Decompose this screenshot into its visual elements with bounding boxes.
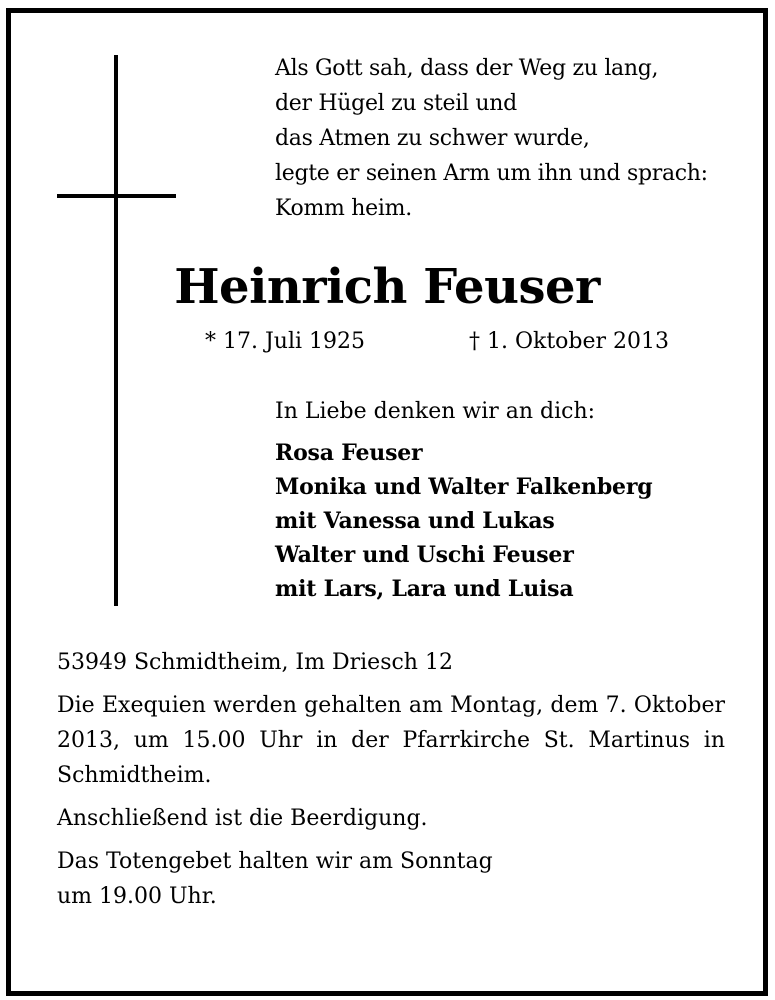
poem-line: das Atmen zu schwer wurde,: [275, 126, 590, 151]
poem: [275, 51, 745, 226]
death-date: † 1. Oktober 2013: [469, 329, 670, 354]
deceased-name: Heinrich Feuser: [174, 259, 600, 315]
cross-icon-vertical: [114, 55, 118, 606]
birth-date: * 17. Juli 1925: [205, 329, 366, 354]
poem-line: der Hügel zu steil und: [275, 91, 517, 116]
poem-line: Komm heim.: [275, 196, 412, 221]
prayer-info-time: um 19.00 Uhr.: [57, 884, 217, 909]
mourners-list: [275, 436, 652, 606]
mourner-line: mit Vanessa und Lukas: [275, 508, 555, 534]
address: 53949 Schmidtheim, Im Driesch 12: [57, 650, 453, 675]
prayer-info-line: Das Totengebet halten wir am Sonntag: [57, 849, 493, 874]
burial-info: Anschließend ist die Beerdigung.: [57, 806, 428, 831]
mourner-line: Walter und Uschi Feuser: [275, 542, 574, 568]
obituary-frame: [6, 8, 768, 996]
poem-line: Als Gott sah, dass der Weg zu lang,: [275, 56, 659, 81]
mourner-line: Rosa Feuser: [275, 440, 423, 466]
mourner-line: mit Lars, Lara und Luisa: [275, 576, 574, 602]
service-info: Die Exequien werden gehalten am Montag, dem 7. Oktober 2013, um 15.00 Uhr in der Pfarrkirche St. Martinus in Schmidtheim.: [57, 693, 725, 788]
details: [57, 645, 725, 922]
mourners-intro: In Liebe denken wir an dich:: [275, 399, 596, 424]
cross-icon-horizontal: [57, 194, 176, 198]
mourner-line: Monika und Walter Falkenberg: [275, 474, 653, 500]
poem-line: legte er seinen Arm um ihn und sprach:: [275, 161, 708, 186]
